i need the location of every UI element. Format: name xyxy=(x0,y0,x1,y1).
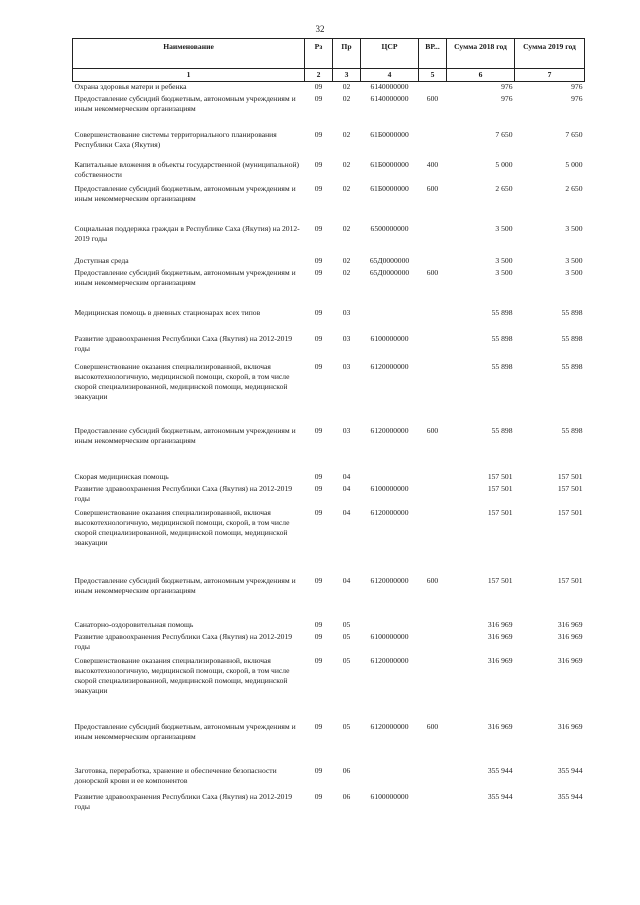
row-vr xyxy=(419,224,447,256)
row-sum-2019: 316 969 xyxy=(557,631,583,641)
row-rz: 09 xyxy=(314,183,323,193)
page-number: 32 xyxy=(315,24,325,34)
row-vr xyxy=(419,656,447,722)
row-pr: 04 xyxy=(342,471,351,481)
row-csr: 6100000000 xyxy=(370,483,409,493)
row-rz: 09 xyxy=(314,82,323,91)
row-vr xyxy=(419,484,447,508)
row-rz: 09 xyxy=(314,129,323,139)
row-pr: 03 xyxy=(342,425,351,435)
header-pr: Пр xyxy=(333,39,361,69)
row-sum-2018: 976 xyxy=(501,82,513,91)
row-sum-2018: 355 944 xyxy=(487,765,513,775)
table-row xyxy=(73,620,585,632)
row-sum-2018: 157 501 xyxy=(487,471,513,481)
row-vr xyxy=(419,362,447,426)
row-sum-2018: 2 650 xyxy=(495,183,513,193)
column-number: 1 xyxy=(73,69,305,82)
row-vr xyxy=(419,256,447,268)
row-rz: 09 xyxy=(314,93,323,103)
row-csr: 65Д0000000 xyxy=(369,267,410,277)
row-sum-2019: 316 969 xyxy=(557,721,583,731)
row-sum-2019: 976 xyxy=(571,93,583,103)
row-name: Совершенствование системы территориального планирования Республики Саха (Якутия) xyxy=(74,129,277,149)
row-vr xyxy=(419,82,447,94)
table-header xyxy=(73,39,585,82)
row-rz: 09 xyxy=(314,471,323,481)
row-name: Развитие здравоохранения Республики Саха (Якутия) на 2012-2019 годы xyxy=(74,333,293,353)
row-sum-2019: 316 969 xyxy=(557,655,583,665)
row-rz: 09 xyxy=(314,159,323,169)
column-number: 4 xyxy=(361,69,419,82)
row-pr: 05 xyxy=(342,619,351,629)
header-sum-2019: Сумма 2019 год xyxy=(515,39,585,69)
table-row xyxy=(73,472,585,484)
row-csr: 6500000000 xyxy=(370,223,409,233)
row-vr xyxy=(419,334,447,362)
row-vr xyxy=(419,792,447,822)
table-row xyxy=(73,484,585,508)
row-rz: 09 xyxy=(314,333,323,343)
header-rz: Рз xyxy=(305,39,333,69)
row-pr: 02 xyxy=(342,159,351,169)
row-sum-2018: 316 969 xyxy=(487,655,513,665)
row-pr: 04 xyxy=(342,575,351,585)
row-name: Скорая медицинская помощь xyxy=(74,471,169,481)
row-pr: 04 xyxy=(342,507,351,517)
row-csr: 6100000000 xyxy=(370,333,409,343)
table-row xyxy=(73,426,585,472)
row-csr: 61Б0000000 xyxy=(370,159,409,169)
row-pr: 05 xyxy=(342,721,351,731)
table-row xyxy=(73,130,585,160)
row-sum-2018: 976 xyxy=(501,93,513,103)
row-name: Совершенствование оказания специализированной, включая высокотехнологичную, медицинской помощи, скорой, в том числе скорой специализированной, медицинской помощи, медицинской эвакуации xyxy=(74,361,290,401)
row-sum-2018: 3 500 xyxy=(495,255,513,265)
row-name: Совершенствование оказания специализированной, включая высокотехнологичную, медицинской помощи, скорой, в том числе скорой специализированной, медицинской помощи, медицинской эвакуации xyxy=(74,655,290,695)
row-rz: 09 xyxy=(314,575,323,585)
row-csr: 65Д0000000 xyxy=(369,255,410,265)
row-sum-2018: 5 000 xyxy=(495,159,513,169)
row-sum-2018: 157 501 xyxy=(487,483,513,493)
row-sum-2019: 55 898 xyxy=(561,333,583,343)
row-sum-2018: 3 500 xyxy=(495,223,513,233)
row-csr: 61Б0000000 xyxy=(370,183,409,193)
row-vr: 600 xyxy=(426,575,439,585)
row-csr: 6120000000 xyxy=(370,361,409,371)
row-sum-2019: 7 650 xyxy=(565,129,583,139)
row-sum-2018: 157 501 xyxy=(487,507,513,517)
row-csr: 6100000000 xyxy=(370,631,409,641)
table-row xyxy=(73,362,585,426)
row-pr: 06 xyxy=(342,791,351,801)
table-row xyxy=(73,224,585,256)
row-sum-2019: 3 500 xyxy=(565,267,583,277)
table-row xyxy=(73,334,585,362)
row-vr: 400 xyxy=(426,159,439,169)
row-rz: 09 xyxy=(314,483,323,493)
row-csr: 6120000000 xyxy=(370,507,409,517)
table-row xyxy=(73,256,585,268)
row-name: Предоставление субсидий бюджетным, автономным учреждениям и иным некоммерческим организациям xyxy=(74,425,296,445)
table-row xyxy=(73,184,585,224)
row-vr xyxy=(419,308,447,334)
row-rz: 09 xyxy=(314,425,323,435)
row-csr xyxy=(361,308,419,334)
row-sum-2018: 55 898 xyxy=(491,333,513,343)
row-pr: 03 xyxy=(342,333,351,343)
row-rz: 09 xyxy=(314,655,323,665)
row-sum-2019: 355 944 xyxy=(557,765,583,775)
row-rz: 09 xyxy=(314,631,323,641)
row-pr: 02 xyxy=(342,255,351,265)
row-sum-2018: 55 898 xyxy=(491,307,513,317)
row-pr: 05 xyxy=(342,631,351,641)
table-row xyxy=(73,792,585,822)
row-csr: 6100000000 xyxy=(370,791,409,801)
row-pr: 02 xyxy=(342,183,351,193)
row-sum-2019: 316 969 xyxy=(557,619,583,629)
row-name: Развитие здравоохранения Республики Саха (Якутия) на 2012-2019 годы xyxy=(74,631,293,651)
row-rz: 09 xyxy=(314,507,323,517)
row-rz: 09 xyxy=(314,791,323,801)
table-row xyxy=(73,94,585,130)
row-sum-2019: 2 650 xyxy=(565,183,583,193)
row-csr: 6120000000 xyxy=(370,575,409,585)
row-vr xyxy=(419,766,447,792)
row-pr: 03 xyxy=(342,307,351,317)
row-name: Санаторно-оздоровительная помощь xyxy=(74,619,194,629)
row-name: Охрана здоровья матери и ребенка xyxy=(74,82,187,91)
row-vr: 600 xyxy=(426,425,439,435)
row-csr: 6120000000 xyxy=(370,425,409,435)
table-row xyxy=(73,722,585,766)
row-csr: 6140000000 xyxy=(370,93,409,103)
row-rz: 09 xyxy=(314,721,323,731)
row-sum-2018: 55 898 xyxy=(491,361,513,371)
table-row xyxy=(73,576,585,620)
row-sum-2019: 355 944 xyxy=(557,791,583,801)
row-sum-2019: 55 898 xyxy=(561,361,583,371)
row-sum-2018: 316 969 xyxy=(487,631,513,641)
row-pr: 02 xyxy=(342,223,351,233)
row-vr: 600 xyxy=(426,721,439,731)
column-number: 7 xyxy=(515,69,585,82)
row-pr: 02 xyxy=(342,93,351,103)
row-sum-2019: 157 501 xyxy=(557,483,583,493)
row-sum-2019: 157 501 xyxy=(557,507,583,517)
row-csr: 6140000000 xyxy=(370,82,409,91)
column-number: 5 xyxy=(419,69,447,82)
row-rz: 09 xyxy=(314,307,323,317)
row-vr xyxy=(419,508,447,576)
column-number: 6 xyxy=(447,69,515,82)
row-csr xyxy=(361,472,419,484)
row-rz: 09 xyxy=(314,765,323,775)
row-name: Социальная поддержка граждан в Республике Саха (Якутия) на 2012-2019 годы xyxy=(74,223,300,243)
row-sum-2018: 3 500 xyxy=(495,267,513,277)
row-csr: 6120000000 xyxy=(370,721,409,731)
table-row xyxy=(73,82,585,94)
row-name: Капитальные вложения в объекты государственной (муниципальной) собственности xyxy=(74,159,300,179)
row-vr: 600 xyxy=(426,183,439,193)
row-vr xyxy=(419,130,447,160)
row-sum-2019: 976 xyxy=(571,82,583,91)
row-sum-2019: 157 501 xyxy=(557,471,583,481)
row-vr xyxy=(419,472,447,484)
row-sum-2019: 3 500 xyxy=(565,255,583,265)
row-csr xyxy=(361,766,419,792)
row-rz: 09 xyxy=(314,223,323,233)
table-row xyxy=(73,160,585,184)
row-pr: 02 xyxy=(342,82,351,91)
table-body xyxy=(73,82,585,822)
row-sum-2019: 55 898 xyxy=(561,425,583,435)
row-sum-2018: 316 969 xyxy=(487,619,513,629)
row-sum-2018: 316 969 xyxy=(487,721,513,731)
column-number: 2 xyxy=(305,69,333,82)
row-csr: 61Б0000000 xyxy=(370,129,409,139)
row-pr: 03 xyxy=(342,361,351,371)
budget-table xyxy=(72,38,585,822)
row-sum-2018: 355 944 xyxy=(487,791,513,801)
row-pr: 02 xyxy=(342,129,351,139)
header-csr: ЦСР xyxy=(361,39,419,69)
row-csr xyxy=(361,620,419,632)
table-row xyxy=(73,268,585,308)
table-row xyxy=(73,656,585,722)
column-number: 3 xyxy=(333,69,361,82)
row-rz: 09 xyxy=(314,267,323,277)
header-sum-2018: Сумма 2018 год xyxy=(447,39,515,69)
row-name: Развитие здравоохранения Республики Саха (Якутия) на 2012-2019 годы xyxy=(74,483,293,503)
row-pr: 05 xyxy=(342,655,351,665)
row-sum-2019: 157 501 xyxy=(557,575,583,585)
row-sum-2019: 55 898 xyxy=(561,307,583,317)
row-sum-2018: 7 650 xyxy=(495,129,513,139)
row-name: Предоставление субсидий бюджетным, автономным учреждениям и иным некоммерческим организациям xyxy=(74,575,296,595)
row-csr: 6120000000 xyxy=(370,655,409,665)
row-sum-2019: 5 000 xyxy=(565,159,583,169)
row-sum-2019: 3 500 xyxy=(565,223,583,233)
header-name: Наименование xyxy=(73,39,305,69)
row-name: Совершенствование оказания специализированной, включая высокотехнологичную, медицинской помощи, скорой, в том числе скорой специализированной, медицинской помощи, медицинской эвакуации xyxy=(74,507,290,547)
row-name: Заготовка, переработка, хранение и обеспечение безопасности донорской крови и ее компонентов xyxy=(74,765,277,785)
row-rz: 09 xyxy=(314,361,323,371)
row-name: Предоставление субсидий бюджетным, автономным учреждениям и иным некоммерческим организациям xyxy=(74,267,296,287)
row-rz: 09 xyxy=(314,255,323,265)
row-sum-2018: 157 501 xyxy=(487,575,513,585)
row-name: Предоставление субсидий бюджетным, автономным учреждениям и иным некоммерческим организациям xyxy=(74,183,296,203)
row-pr: 04 xyxy=(342,483,351,493)
row-name: Предоставление субсидий бюджетным, автономным учреждениям и иным некоммерческим организациям xyxy=(74,93,296,113)
row-vr: 600 xyxy=(426,93,439,103)
row-vr xyxy=(419,620,447,632)
row-name: Доступная среда xyxy=(74,255,129,265)
table-row xyxy=(73,632,585,656)
row-vr: 600 xyxy=(426,267,439,277)
row-vr xyxy=(419,632,447,656)
table-row xyxy=(73,508,585,576)
table-row xyxy=(73,766,585,792)
row-name: Медицинская помощь в дневных стационарах всех типов xyxy=(74,307,261,317)
row-name: Предоставление субсидий бюджетным, автономным учреждениям и иным некоммерческим организациям xyxy=(74,721,296,741)
row-pr: 06 xyxy=(342,765,351,775)
table-row xyxy=(73,308,585,334)
row-rz: 09 xyxy=(314,619,323,629)
header-vr: ВР... xyxy=(419,39,447,69)
row-sum-2018: 55 898 xyxy=(491,425,513,435)
row-pr: 02 xyxy=(342,267,351,277)
row-name: Развитие здравоохранения Республики Саха (Якутия) на 2012-2019 годы xyxy=(74,791,293,811)
